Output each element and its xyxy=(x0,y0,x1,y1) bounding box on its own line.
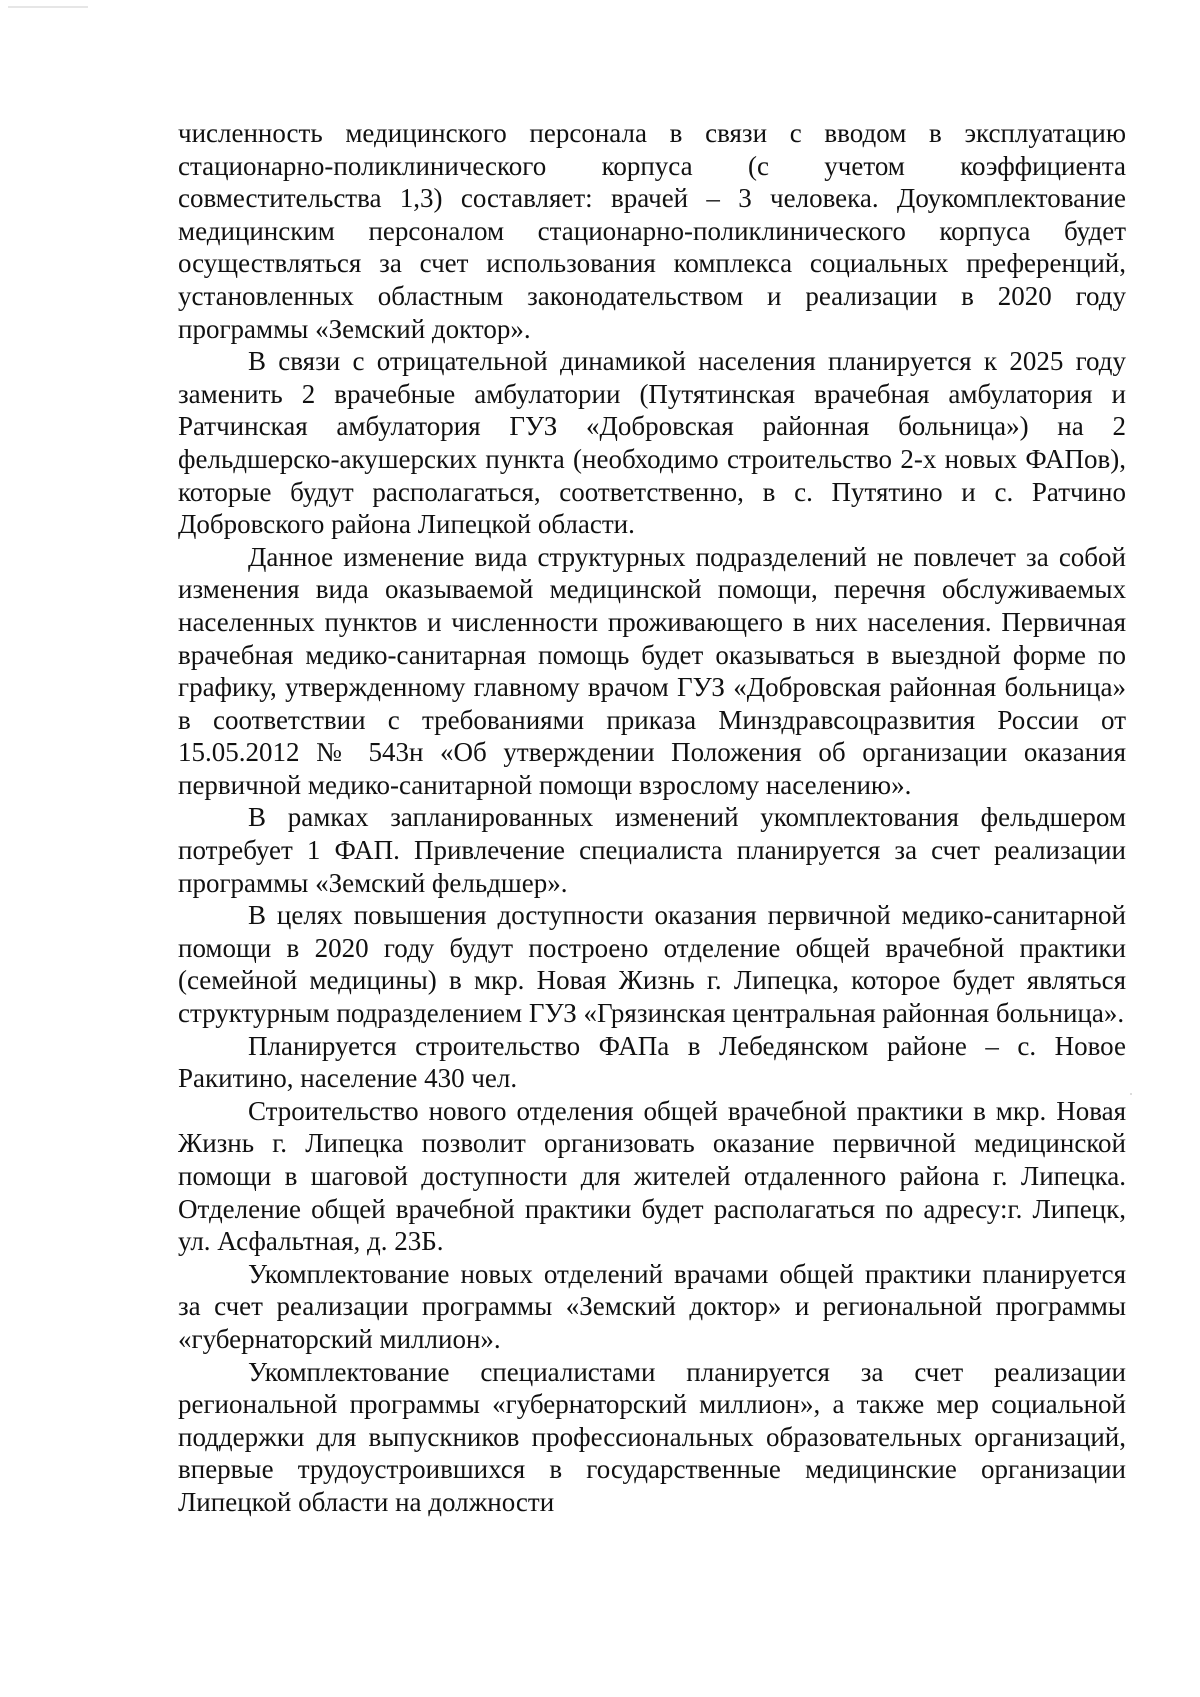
paragraph-feldsher-staffing: В рамках запланированных изменений укомплектования фельдшером потребует 1 ФАП. Привлечение специалиста планируется за счет реализации программы «Земский фельдшер». xyxy=(178,802,1126,898)
paragraph-new-department: В целях повышения доступности оказания первичной медико-санитарной помощи в 2020 году будут построено отделение общей врачебной практики (семейной медицины) в мкр. Новая Жизнь г. Липецка, которое будет являться структурным подразделением ГУЗ «Грязинская центральная районная больница». xyxy=(178,900,1126,1029)
paragraph-doctor-staffing: Укомплектование новых отделений врачами общей практики планируется за счет реализации программы «Земский доктор» и региональной программы «губернаторский миллион». xyxy=(178,1258,1126,1354)
scan-dot-artifact xyxy=(1130,1093,1132,1095)
paragraph-continuation: численность медицинского персонала в связи с вводом в эксплуатацию стационарно-поликлинического корпуса (с учетом коэффициента совместительства 1,3) составляет: врачей – 3 человека. Доукомплектование медицинским персоналом стационарно-поликлинического корпуса будет осуществляться за счет использования комплекса социальных преференций, установленных областным законодательством и реализации в 2020 году программы «Земский доктор». xyxy=(178,118,1126,344)
scan-artifact xyxy=(8,6,88,8)
paragraph-department-location: Строительство нового отделения общей врачебной практики в мкр. Новая Жизнь г. Липецка позволит организовать оказание первичной медицинской помощи в шаговой доступности для жителей отдаленного района г. Липецка. Отделение общей врачебной практики будет располагаться по адресу:г. Липецк, ул. Асфальтная, д. 23Б. xyxy=(178,1095,1126,1257)
paragraph-fap-construction: Планируется строительство ФАПа в Лебедянском районе – с. Новое Ракитино, население 430 чел. xyxy=(178,1030,1126,1094)
paragraph-structural-change: Данное изменение вида структурных подразделений не повлечет за собой изменения вида оказываемой медицинской помощи, перечня обслуживаемых населенных пунктов и численности проживающего в них населения. Первичная врачебная медико-санитарная помощь будет оказываться в выездной форме по графику, утвержденному главному врачом ГУЗ «Добровская районная больница» в соответствии с требованиями приказа Минздравсоцразвития России от 15.05.2012 № 543н «Об утверждении Положения об организации оказания первичной медико-санитарной помощи взрослому населению». xyxy=(178,541,1126,800)
paragraph-ambulatory-replacement: В связи с отрицательной динамикой населения планируется к 2025 году заменить 2 врачебные амбулатории (Путятинская врачебная амбулатория и Ратчинская амбулатория ГУЗ «Добровская районная больница») на 2 фельдшерско-акушерских пункта (необходимо строительство 2-х новых ФАПов), которые будут располагаться, соответственно, в с. Путятино и с. Ратчино Добровского района Липецкой области. xyxy=(178,346,1126,540)
document-body xyxy=(178,117,1126,1519)
paragraph-specialist-staffing: Укомплектование специалистами планируется за счет реализации региональной программы «губернаторский миллион», а также мер социальной поддержки для выпускников профессиональных образовательных организаций, впервые трудоустроившихся в государственные медицинские организации Липецкой области на должности xyxy=(178,1356,1126,1517)
